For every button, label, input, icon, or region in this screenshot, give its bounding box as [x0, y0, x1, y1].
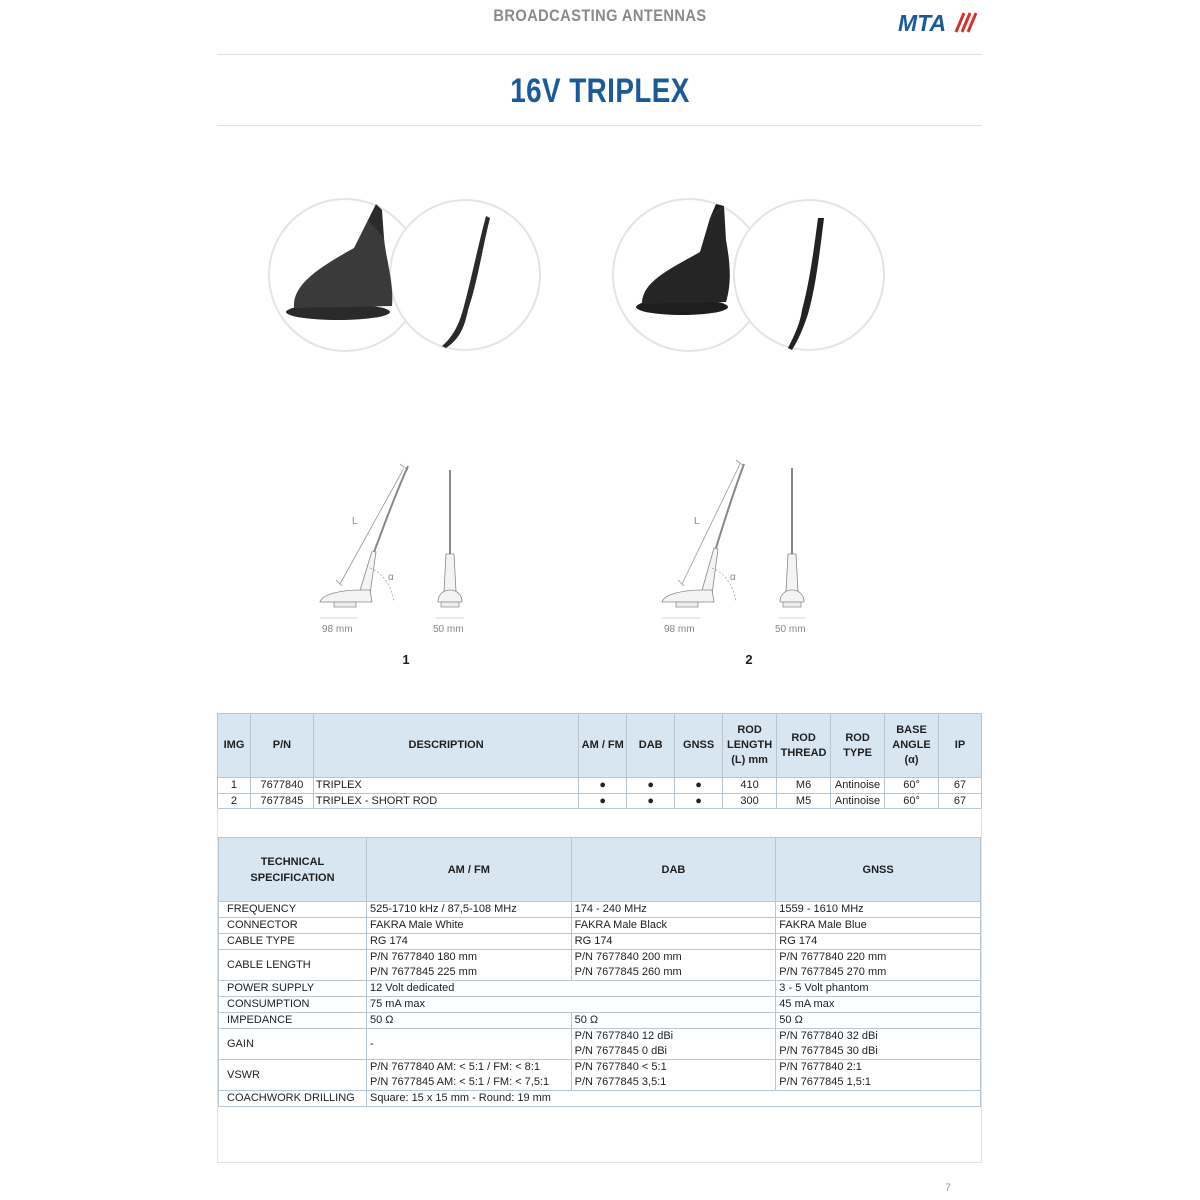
cell-rod-type: Antinoise — [831, 778, 885, 794]
image-number-1: 1 — [402, 652, 410, 667]
cell-pn: 7677845 — [250, 793, 313, 809]
spec-row-cable-type — [219, 934, 981, 950]
spec-row-impedance — [219, 1013, 981, 1029]
spec-line: P/N 7677840 32 dBi — [779, 1030, 878, 1042]
spec-value — [776, 1029, 981, 1060]
spec-value — [571, 950, 776, 981]
spec-value: 45 mA max — [776, 997, 981, 1013]
spec-value: RG 174 — [776, 934, 981, 950]
spec-value: FAKRA Male Black — [571, 918, 776, 934]
svg-text:α: α — [388, 572, 394, 583]
cell-rod-length: 300 — [723, 793, 777, 809]
spec-line: P/N 7677840 < 5:1 — [574, 1061, 667, 1073]
spec-label: CONNECTOR — [219, 918, 367, 934]
cell-img: 2 — [218, 793, 251, 809]
spec-label: GAIN — [219, 1029, 367, 1060]
col-rod-type: ROD TYPE — [831, 714, 885, 778]
spec-line: P/N 7677845 270 mm — [779, 966, 887, 978]
cell-ip: 67 — [939, 778, 982, 794]
spec-line: P/N 7677845 225 mm — [369, 966, 477, 978]
col-img: IMG — [218, 714, 251, 778]
spec-value — [776, 950, 981, 981]
cell-img: 1 — [218, 778, 251, 794]
spec-label: COACHWORK DRILLING — [219, 1091, 367, 1107]
svg-text:50 mm: 50 mm — [775, 624, 806, 635]
spec-row-consumption — [219, 997, 981, 1013]
cell-base-angle: 60° — [885, 793, 939, 809]
cell-rod-type: Antinoise — [831, 793, 885, 809]
spec-row-frequency — [219, 902, 981, 918]
cell-gnss-dot: ● — [675, 793, 723, 809]
mta-logo — [898, 10, 982, 34]
spec-line: P/N 7677845 260 mm — [574, 966, 682, 978]
title-divider — [217, 125, 982, 126]
spec-label: CONSUMPTION — [219, 997, 367, 1013]
col-amfm: AM / FM — [366, 838, 571, 902]
col-pn: P/N — [250, 714, 313, 778]
spec-value: 3 - 5 Volt phantom — [776, 981, 981, 997]
table-row — [218, 778, 982, 794]
spec-line: P/N 7677845 1,5:1 — [779, 1076, 872, 1088]
header-divider — [217, 54, 982, 55]
spec-row-power-supply — [219, 981, 981, 997]
spec-value: 1559 - 1610 MHz — [776, 902, 981, 918]
cell-dab-dot: ● — [627, 778, 675, 794]
svg-text:50 mm: 50 mm — [433, 624, 464, 635]
col-dab: DAB — [627, 714, 675, 778]
page-number: 7 — [945, 1182, 952, 1194]
svg-text:98 mm: 98 mm — [664, 624, 695, 635]
svg-text:L: L — [694, 516, 700, 527]
cell-gnss-dot: ● — [675, 778, 723, 794]
spec-row-connector — [219, 918, 981, 934]
spec-value: 50 Ω — [366, 1013, 571, 1029]
spec-value: RG 174 — [571, 934, 776, 950]
spec-label: CABLE TYPE — [219, 934, 367, 950]
spec-value: 50 Ω — [776, 1013, 981, 1029]
spec-label: POWER SUPPLY — [219, 981, 367, 997]
col-base-angle: BASE ANGLE (α) — [885, 714, 939, 778]
svg-text:L: L — [352, 516, 358, 527]
table-row — [218, 793, 982, 809]
spec-line: P/N 7677845 30 dBi — [779, 1045, 878, 1057]
spec-value: 50 Ω — [571, 1013, 776, 1029]
col-amfm: AM / FM — [579, 714, 627, 778]
spec-row-vswr — [219, 1060, 981, 1091]
spec-value — [571, 1060, 776, 1091]
spec-value: - — [366, 1029, 571, 1060]
spec-value: FAKRA Male White — [366, 918, 571, 934]
cell-amfm-dot: ● — [579, 778, 627, 794]
technical-drawing-1 — [312, 456, 482, 641]
cell-rod-length: 410 — [723, 778, 777, 794]
product-photo-2 — [612, 190, 892, 360]
spec-table — [218, 837, 981, 1107]
col-rod-length: ROD LENGTH (L) mm — [723, 714, 777, 778]
product-title: 16V TRIPLEX — [510, 72, 690, 110]
image-number-2: 2 — [745, 652, 753, 667]
cell-rod-thread: M6 — [777, 778, 831, 794]
spec-value: 174 - 240 MHz — [571, 902, 776, 918]
spec-label: VSWR — [219, 1060, 367, 1091]
product-photo-1 — [268, 190, 548, 360]
col-dab: DAB — [571, 838, 776, 902]
spec-value: 525-1710 kHz / 87,5-108 MHz — [366, 902, 571, 918]
cell-base-angle: 60° — [885, 778, 939, 794]
spec-row-drilling — [219, 1091, 981, 1107]
technical-drawing-2 — [654, 456, 824, 641]
spec-value: 75 mA max — [366, 997, 775, 1013]
cell-pn: 7677840 — [250, 778, 313, 794]
cell-ip: 67 — [939, 793, 982, 809]
col-description: DESCRIPTION — [313, 714, 578, 778]
spec-row-gain — [219, 1029, 981, 1060]
spec-value — [366, 1060, 571, 1091]
spec-line: P/N 7677845 0 dBi — [574, 1045, 667, 1057]
section-title: BROADCASTING ANTENNAS — [493, 6, 707, 25]
svg-text:α: α — [730, 572, 736, 583]
cell-description: TRIPLEX — [313, 778, 578, 794]
product-table — [217, 713, 982, 809]
cell-dab-dot: ● — [627, 793, 675, 809]
svg-text:98 mm: 98 mm — [322, 624, 353, 635]
spec-line: P/N 7677845 AM: < 5:1 / FM: < 7,5:1 — [369, 1076, 550, 1088]
spec-value: 12 Volt dedicated — [366, 981, 775, 997]
spec-row-cable-length — [219, 950, 981, 981]
spec-line: P/N 7677845 3,5:1 — [574, 1076, 667, 1088]
spec-value — [571, 1029, 776, 1060]
spec-label: CABLE LENGTH — [219, 950, 367, 981]
cell-rod-thread: M5 — [777, 793, 831, 809]
spec-line: P/N 7677840 2:1 — [779, 1061, 862, 1073]
spec-line: P/N 7677840 220 mm — [779, 951, 887, 963]
spec-line: P/N 7677840 12 dBi — [574, 1030, 674, 1042]
spec-label: FREQUENCY — [219, 902, 367, 918]
col-gnss: GNSS — [675, 714, 723, 778]
spec-value: FAKRA Male Blue — [776, 918, 981, 934]
svg-text:MTA: MTA — [898, 10, 947, 34]
cell-description: TRIPLEX - SHORT ROD — [313, 793, 578, 809]
col-rod-thread: ROD THREAD — [777, 714, 831, 778]
spec-value — [366, 950, 571, 981]
spec-label: IMPEDANCE — [219, 1013, 367, 1029]
col-gnss: GNSS — [776, 838, 981, 902]
product-table-header — [218, 714, 982, 778]
spec-value: RG 174 — [366, 934, 571, 950]
col-technical-specification: TECHNICAL SPECIFICATION — [219, 838, 367, 902]
cell-amfm-dot: ● — [579, 793, 627, 809]
spec-value — [776, 1060, 981, 1091]
spec-line: P/N 7677840 AM: < 5:1 / FM: < 8:1 — [369, 1061, 540, 1073]
spec-line: P/N 7677840 200 mm — [574, 951, 682, 963]
spec-value: Square: 15 x 15 mm - Round: 19 mm — [366, 1091, 980, 1107]
col-ip: IP — [939, 714, 982, 778]
spec-table-header — [219, 838, 981, 902]
spec-line: P/N 7677840 180 mm — [369, 951, 477, 963]
